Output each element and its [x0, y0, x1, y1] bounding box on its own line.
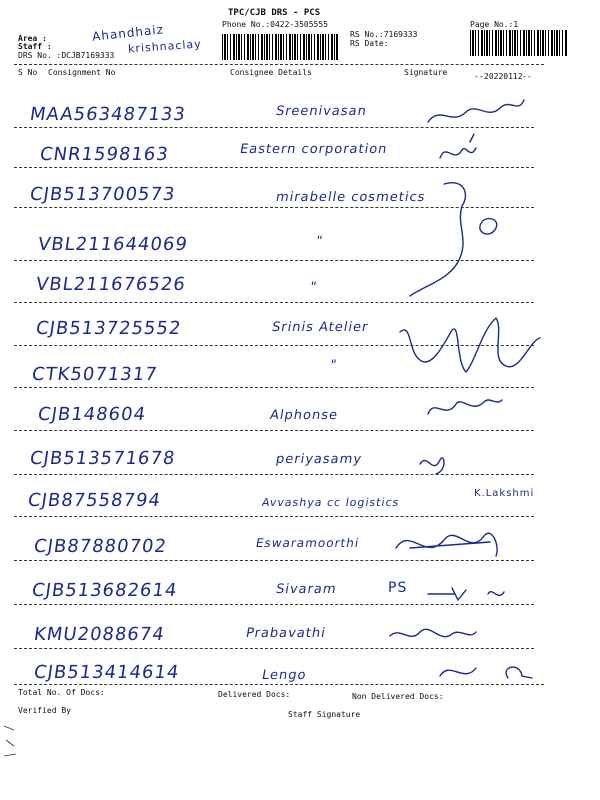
row-10-consignee: Avvashya cc logistics	[260, 496, 401, 509]
staple-mark	[4, 726, 16, 756]
row-11-consignment: CJB87880702	[32, 536, 169, 557]
row-12-consignee: Sivaram	[274, 582, 338, 597]
row-8-consignment: CJB148604	[36, 404, 148, 425]
rs-date: RS Date:	[350, 39, 389, 48]
signature-row-11	[396, 533, 497, 556]
row-1-consignee: Sreenivasan	[274, 104, 369, 119]
date-dashes-left: --	[474, 72, 484, 81]
row-4-consignee: "	[314, 234, 325, 249]
signature-row-6-7	[400, 318, 540, 372]
drs-number: DRS No. :DCJB7169333	[18, 51, 115, 60]
rs-number: RS No.:7169333	[350, 30, 418, 39]
staff-signature-label: Staff Signature	[288, 710, 361, 719]
row-6-consignee: Srinis Atelier	[270, 320, 370, 335]
date-dashes-right: --	[522, 72, 532, 81]
area-label: Area :	[18, 34, 47, 43]
signature-row-12	[428, 588, 504, 600]
area-handwritten: Ahandhaiz	[91, 22, 165, 44]
row-6-consignment: CJB513725552	[34, 318, 183, 339]
col-consignee: Consignee Details	[230, 68, 312, 77]
row-5-consignment: VBL211676526	[34, 274, 188, 295]
phone-number: Phone No.:0422-3505555	[222, 20, 328, 29]
signature-row-4	[480, 219, 497, 234]
row-3-consignment: CJB513700573	[28, 184, 177, 205]
staff-label: Staff :	[18, 42, 52, 51]
row-13-consignment: KMU2088674	[32, 624, 167, 645]
row-11-consignee: Eswaramoorthi	[254, 536, 361, 550]
row-8-consignee: Alphonse	[268, 408, 340, 423]
row-2-consignee: Eastern corporation	[238, 142, 389, 157]
row-9-consignee: periyasamy	[274, 452, 364, 467]
signature-row-13	[390, 629, 476, 636]
row-5-consignee: "	[308, 280, 319, 295]
signature-row-3-bracket	[410, 183, 465, 296]
signature-row-2	[440, 134, 476, 158]
col-consignment: Consignment No	[48, 68, 116, 77]
col-sno: S No	[18, 68, 38, 77]
row-10-consignment: CJB87558794	[26, 490, 163, 511]
row-14-consignee: Lengo	[260, 668, 308, 683]
row-14-consignment: CJB513414614	[32, 662, 181, 683]
document-title: TPC/CJB DRS - PCS	[228, 8, 321, 18]
delivered-docs-label: Delivered Docs:	[218, 690, 291, 699]
row-7-consignment: CTK5071317	[30, 364, 160, 385]
total-docs-label: Total No. Of Docs:	[18, 688, 105, 697]
row-13-consignee: Prabavathi	[244, 626, 328, 641]
signature-row-14	[440, 667, 532, 678]
row-7-consignee: "	[328, 358, 339, 373]
col-date: 20220112	[484, 72, 523, 81]
row-10-signature-note: K.Lakshmi	[474, 488, 535, 499]
row-3-consignee: mirabelle cosmetics	[274, 190, 427, 205]
signature-row-9	[420, 458, 444, 474]
page-number: Page No.:1	[470, 20, 519, 29]
row-12-consignment: CJB513682614	[30, 580, 179, 601]
verified-by-label: Verified By	[18, 706, 71, 715]
row-2-consignment: CNR1598163	[38, 144, 171, 165]
row-12-signature-note: PS	[388, 580, 408, 596]
row-4-consignment: VBL211644069	[36, 234, 190, 255]
signature-row-8	[428, 400, 502, 414]
staff-handwritten: krishnaclay	[127, 37, 203, 56]
row-1-consignment: MAA563487133	[28, 104, 188, 125]
signature-row-1	[428, 100, 524, 122]
row-9-consignment: CJB513571678	[28, 448, 177, 469]
col-signature: Signature	[404, 68, 448, 77]
non-delivered-docs-label: Non Delivered Docs:	[352, 692, 444, 701]
